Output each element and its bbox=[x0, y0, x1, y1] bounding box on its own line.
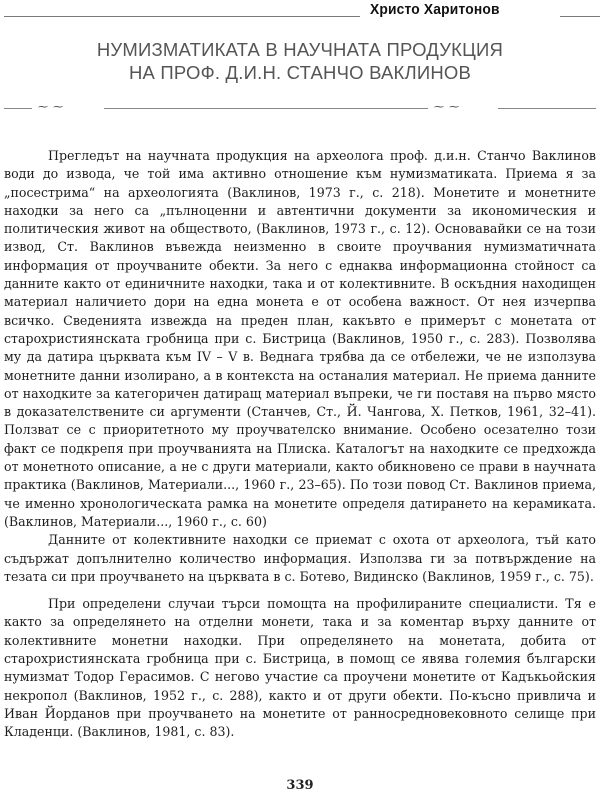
article-title-line-1: НУМИЗМАТИКАТА В НАУЧНАТА ПРОДУКЦИЯ bbox=[96, 39, 504, 60]
body-paragraph-3: При определени случаи търси помощта на профилираните специалисти. Тя е както за определянето на отделни монети, така и за коментар върху данните от колективните монетни находки. При определянето на монетата, добита от старохристиянската гробница при с. Бистрица, в помощ се явява големия български нумизмат Тодор Герасимов. С негово участие са проучени монетите от Кадъкьойския некропол (Ваклинов, 1952 г., с. 288), както и от други обекти. По-късно привлича и Иван Йорданов при проучването на монетите от ранносредновековното селище при Кладенци. (Ваклинов, 1981, с. 83). bbox=[4, 596, 596, 740]
body-paragraph-1: Прегледът на научната продукция на археолога проф. д.и.н. Станчо Ваклинов води до извода, че той има активно отношение към нумизматиката. Приема я за „посестрима“ на археологията (Ваклинов, 1973 г., с. 218). Монетите и монетните находки за него са „пълноценни и автентични документи за икономическия и политическия живот на обществото, (Ваклинов, 1973 г., с. 12). Основавайки се на този извод, Ст. Ваклинов въвежда неизменно в своите проучвания нумизматичната информация от проучваните обекти. За него с еднаква информационна стойност са данните както от единичните находки, така и от колективните. В оскъдния находищен материал наличието дори на една монета е от особена важност. От нея изчерпва всичко. Сведенията извежда на преден план, какъвто е примерът с монетата от старохристиянската гробница при с. Бистрица (Ваклинов, 1950 г., с. 283). Позволява му да датира църквата към IV – V в. Веднага трябва да се отбележи, че не използува монетните данни изолирано, а в контекста на останалия материал. Не приема данните от находките за категоричен датиращ материал въпреки, че ги поставя на първо място в доказателствените си аргументи (Станчев, Ст., Й. Чангова, Х. Петков, 1961, 32–41). Ползват се с приоритетното му проучвателско внимание. Особено осезателно този факт се подкрепя при проучванията на Плиска. Каталогът на находките се предхожда от монетното описание, а не с други материали, както обикновено се прави в научната практика (Ваклинов, Материали..., 1960 г., 23–65). По този повод Ст. Ваклинов приема, че именно хронологическата рамка на монетите определя датирането на керамиката. (Ваклинов, Материали..., 1960 г., с. 60) bbox=[4, 148, 596, 529]
ornament-rule-segment bbox=[498, 108, 596, 109]
header-rule-left bbox=[4, 16, 360, 17]
running-header bbox=[0, 0, 600, 24]
body-paragraph-2: Данните от колективните находки се приемат с охота от археолога, тъй като съдържат допълнително количество информация. Използва ги за потвърждение на тезата си при проучването на църквата в с. Ботево, Видинско (Ваклинов, 1959 г., с. 75). bbox=[4, 532, 596, 584]
header-rule-right bbox=[560, 16, 600, 17]
title-ornament-rule bbox=[0, 101, 600, 115]
article-title bbox=[0, 38, 600, 84]
page-number: 339 bbox=[286, 778, 314, 793]
running-header-author: Христо Харитонов bbox=[370, 1, 500, 18]
article-body bbox=[4, 147, 596, 742]
flourish-ornament-icon: ⁓ ⁓ bbox=[38, 102, 65, 113]
ornament-rule-segment bbox=[4, 108, 32, 109]
article-title-line-2: НА ПРОФ. Д.И.Н. СТАНЧО ВАКЛИНОВ bbox=[128, 62, 472, 83]
flourish-ornament-icon: ⁓ ⁓ bbox=[434, 102, 461, 113]
ornament-rule-segment bbox=[104, 108, 428, 109]
